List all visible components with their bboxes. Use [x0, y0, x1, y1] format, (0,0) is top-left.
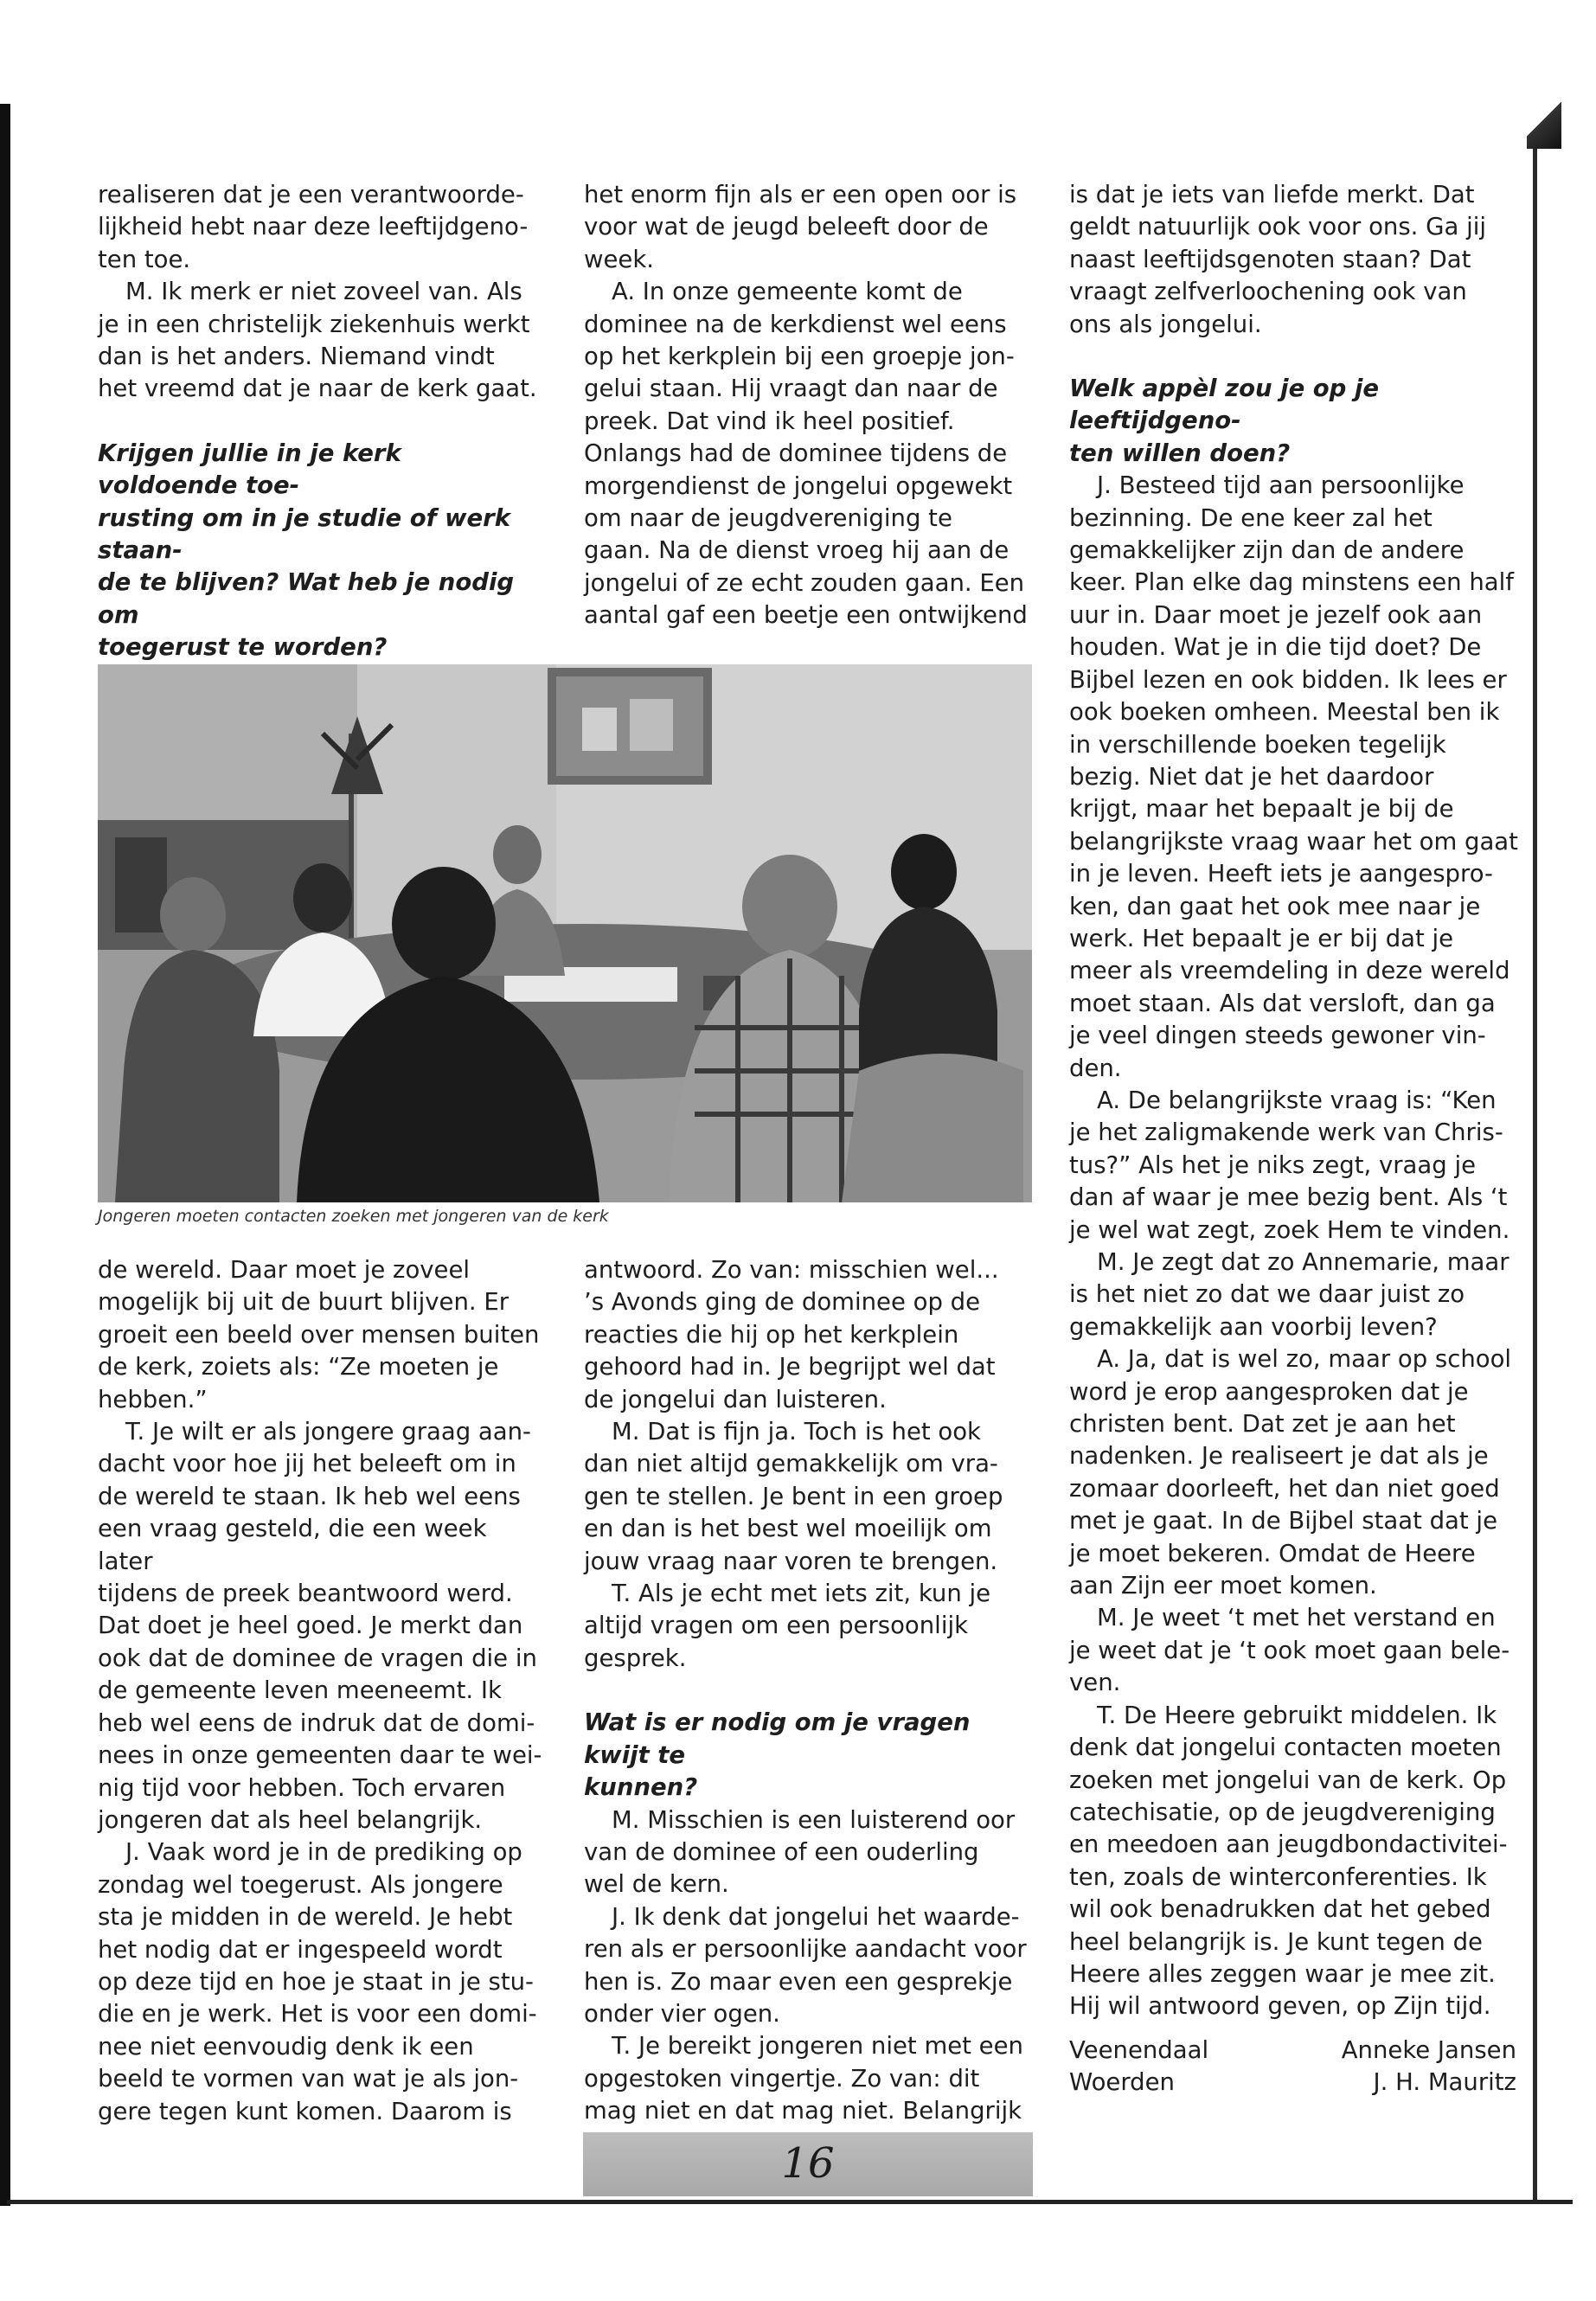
text-line: dan niet altijd gemakkelijk om vra-	[584, 1450, 998, 1478]
text-line: mag niet en dat mag niet. Belangrijk	[584, 2097, 1022, 2125]
text-line: M. Ik merk er niet zoveel van. Als	[125, 278, 522, 306]
text-line: christen bent. Dat zet je aan het	[1069, 1410, 1456, 1439]
text-line: aan Zijn eer moet komen.	[1069, 1572, 1377, 1600]
column-1-bottom	[98, 1254, 548, 2128]
question-line: de te blijven? Wat heb je nodig om	[98, 568, 515, 629]
text-line: J. Vaak word je in de prediking op	[125, 1838, 522, 1867]
column-2-top	[584, 179, 1034, 632]
text-line: je weet dat je ‘t ook moet gaan bele-	[1069, 1636, 1510, 1664]
location-veenendaal: Veenendaal	[1069, 2036, 1209, 2064]
text-line: gelui staan. Hij vraagt dan naar de	[584, 375, 998, 403]
group-photo	[98, 664, 1032, 1202]
text-line: houden. Wat je in die tijd doet? De	[1069, 633, 1482, 662]
text-line: belangrijkste vraag waar het om gaat	[1069, 827, 1518, 856]
text-line: word je erop aangesproken dat je	[1069, 1377, 1469, 1406]
text-line: de kerk, zoiets als: “Ze moeten je	[98, 1353, 499, 1381]
paragraph-gap	[1069, 341, 1528, 373]
text-line: naast leeftijdsgenoten staan? Dat	[1069, 245, 1471, 273]
question-line: toegerust te worden?	[98, 633, 388, 662]
column-1-top	[98, 179, 548, 729]
question-line: Wat is er nodig om je vragen kwijt te	[584, 1708, 971, 1769]
text-line: met je gaat. In de Bijbel staat dat je	[1069, 1507, 1497, 1535]
text-line: T. Als je echt met iets zit, kun je	[612, 1580, 991, 1608]
text-line: denk dat jongelui contacten moeten	[1069, 1734, 1502, 1762]
text-line: catechisatie, op de jeugdvereniging	[1069, 1798, 1496, 1826]
text-line: uur in. Daar moet je jezelf ook aan	[1069, 600, 1483, 629]
text-line: reacties die hij op het kerkplein	[584, 1320, 959, 1349]
text-line: voor wat de jeugd beleeft door de	[584, 213, 989, 241]
text-line: moet staan. Als dat versloft, dan ga	[1069, 989, 1496, 1017]
author-names	[1298, 2035, 1516, 2099]
text-line: en dan is het best wel moeilijk om	[584, 1515, 992, 1543]
text-line: zoeken met jongelui van de kerk. Op	[1069, 1766, 1507, 1794]
text-line: Hij wil antwoord geven, op Zijn tijd.	[1069, 1992, 1491, 2021]
text-line: is het niet zo dat we daar juist zo	[1069, 1280, 1465, 1309]
text-line: hebben.”	[98, 1385, 208, 1413]
folded-corner	[1527, 97, 1561, 149]
text-line: die en je werk. Het is voor een domi-	[98, 2000, 537, 2029]
author-mauritz: J. H. Mauritz	[1373, 2068, 1516, 2097]
location-woerden: Woerden	[1069, 2068, 1175, 2097]
text-line: bezig. Niet dat je het daardoor	[1069, 762, 1434, 791]
text-line: van de dominee of een ouderling	[584, 1837, 979, 1866]
text-line: in je leven. Heeft iets je aangespro-	[1069, 860, 1493, 888]
text-line: zomaar doorleeft, het dan niet goed	[1069, 1474, 1500, 1503]
text-line: je wel wat zegt, zoek Hem te vinden.	[1069, 1215, 1510, 1244]
text-line: altijd vragen om een persoonlijk	[584, 1612, 969, 1640]
scan-edge-bottom	[7, 2200, 1573, 2204]
text-line: hen is. Zo maar even een gesprekje	[584, 1967, 1013, 1996]
text-line: onder vier ogen.	[584, 1999, 780, 2028]
text-line: opgestoken vingertje. Zo van: dit	[584, 2064, 980, 2093]
text-line: jouw vraag naar voren te brengen.	[584, 1547, 998, 1575]
text-line: een vraag gesteld, die een week later	[98, 1515, 487, 1575]
question-line: rusting om in je studie of werk staan-	[98, 503, 511, 565]
text-line: groeit een beeld over mensen buiten	[98, 1320, 540, 1349]
text-line: Bijbel lezen en ook bidden. Ik lees er	[1069, 665, 1507, 694]
text-line: ren als er persoonlijke aandacht voor	[584, 1935, 1027, 1964]
text-line: A. In onze gemeente komt de	[612, 278, 963, 306]
page-number: 16	[781, 2139, 835, 2188]
text-line: A. Ja, dat is wel zo, maar op school	[1097, 1345, 1512, 1374]
text-line: jongeren dat als heel belangrijk.	[98, 1805, 483, 1834]
text-line: de wereld. Daar moet je zoveel	[98, 1256, 471, 1284]
text-line: vraagt zelfverloochening ook van	[1069, 278, 1467, 306]
column-2-bottom	[584, 1254, 1034, 2128]
text-line: nees in onze gemeenten daar te wei-	[98, 1741, 542, 1770]
text-line: Heere alles zeggen waar je mee zit.	[1069, 1959, 1496, 1988]
text-line: A. De belangrijkste vraag is: “Ken	[1097, 1086, 1497, 1114]
text-line: op deze tijd en hoe je staat in je stu-	[98, 1967, 534, 1996]
text-line: in verschillende boeken tegelijk	[1069, 730, 1446, 759]
text-line: op het kerkplein bij een groepje jon-	[584, 343, 1015, 371]
author-locations	[1069, 2035, 1208, 2099]
text-line: week.	[584, 245, 654, 273]
text-line: Dat doet je heel goed. Je merkt dan	[98, 1612, 523, 1640]
text-line: gesprek.	[584, 1644, 687, 1672]
text-line: heel belangrijk is. Je kunt tegen de	[1069, 1927, 1483, 1956]
text-line: geldt natuurlijk ook voor ons. Ga jij	[1069, 213, 1486, 241]
text-line: realiseren dat je een verantwoorde-	[98, 181, 524, 208]
text-line: morgendienst de jongelui opgewekt	[584, 471, 1013, 500]
text-line: krijgt, maar het bepaalt je bij de	[1069, 795, 1454, 824]
text-line: ten, zoals de winterconferenties. Ik	[1069, 1862, 1487, 1891]
text-line: gemakkelijker zijn dan de andere	[1069, 536, 1465, 565]
text-line: T. Je bereikt jongeren niet met een	[612, 2032, 1023, 2061]
text-line: aantal gaf een beetje een ontwijkend	[584, 601, 1028, 630]
question-line: Welk appèl zou je op je leeftijdgeno-	[1069, 375, 1380, 435]
column-3	[1069, 179, 1528, 2023]
page-number-bar	[583, 2132, 1033, 2196]
text-line: om naar de jeugdvereniging te	[584, 504, 952, 533]
text-line: nadenken. Je realiseert je dat als je	[1069, 1442, 1489, 1471]
photo-illustration	[98, 664, 1032, 1202]
text-line: dan is het anders. Niemand vindt	[98, 343, 495, 371]
text-line: het nodig dat er ingespeeld wordt	[98, 1935, 503, 1964]
text-line: ook boeken omheen. Meestal ben ik	[1069, 698, 1500, 727]
text-line: nee niet eenvoudig denk ik een	[98, 2032, 474, 2061]
text-line: M. Misschien is een luisterend oor	[612, 1805, 1016, 1834]
text-line: je veel dingen steeds gewoner vin-	[1069, 1022, 1486, 1050]
text-line: M. Je zegt dat zo Annemarie, maar	[1097, 1248, 1509, 1276]
paragraph-gap	[584, 1675, 1034, 1707]
text-line: meer als vreemdeling in deze wereld	[1069, 957, 1510, 985]
text-line: de wereld te staan. Ik heb wel eens	[98, 1482, 521, 1510]
text-line: tus?” Als het je niks zegt, vraag je	[1069, 1150, 1476, 1179]
author-anneke-jansen: Anneke Jansen	[1341, 2036, 1516, 2064]
text-line: ven.	[1069, 1669, 1121, 1697]
text-line: jongelui of ze echt zouden gaan. Een	[584, 568, 1025, 597]
photo-caption: Jongeren moeten contacten zoeken met jongeren van de kerk	[98, 1207, 609, 1226]
text-line: sta je midden in de wereld. Je hebt	[98, 1903, 513, 1932]
text-line: tijdens de preek beantwoord werd.	[98, 1580, 513, 1608]
text-line: lijkheid hebt naar deze leeftijdgeno-	[98, 213, 529, 241]
text-line: dacht voor hoe jij het beleeft om in	[98, 1450, 516, 1478]
text-line: wil ook benadrukken dat het gebed	[1069, 1895, 1491, 1924]
text-line: Onlangs had de dominee tijdens de	[584, 439, 1008, 468]
text-line: werk. Het bepaalt je er bij dat je	[1069, 924, 1454, 952]
paragraph-gap	[98, 406, 548, 438]
text-line: antwoord. Zo van: misschien wel...	[584, 1256, 999, 1284]
text-line: dominee na de kerkdienst wel eens	[584, 310, 1007, 338]
text-line: ’s Avonds ging de dominee op de	[584, 1288, 981, 1317]
text-line: heb wel eens de indruk dat de domi-	[98, 1708, 535, 1737]
text-line: is dat je iets van liefde merkt. Dat	[1069, 181, 1475, 208]
scan-edge-right	[1533, 99, 1537, 2202]
question-line: ten willen doen?	[1069, 439, 1291, 467]
text-line: wel de kern.	[584, 1870, 729, 1899]
text-line: het enorm fijn als er een open oor is	[584, 181, 1017, 208]
text-line: M. Je weet ‘t met het verstand en	[1097, 1604, 1496, 1632]
text-line: het vreemd dat je naar de kerk gaat.	[98, 375, 537, 403]
question-line: Krijgen jullie in je kerk voldoende toe-	[98, 439, 401, 500]
text-line: keer. Plan elke dag minstens een half	[1069, 568, 1514, 597]
text-line: T. De Heere gebruikt middelen. Ik	[1097, 1701, 1497, 1729]
text-line: J. Besteed tijd aan persoonlijke	[1097, 471, 1465, 500]
text-line: de jongelui dan luisteren.	[584, 1385, 887, 1413]
text-line: J. Ik denk dat jongelui het waarde-	[612, 1902, 1020, 1931]
text-line: den.	[1069, 1054, 1122, 1082]
text-line: beeld te vormen van wat je als jon-	[98, 2065, 519, 2093]
text-line: ten toe.	[98, 245, 191, 273]
text-line: en meedoen aan jeugdbondactivitei-	[1069, 1830, 1508, 1859]
text-line: gemakkelijk aan voorbij leven?	[1069, 1312, 1438, 1341]
text-line: M. Dat is fijn ja. Toch is het ook	[612, 1418, 981, 1446]
text-line: ken, dan gaat het ook mee naar je	[1069, 892, 1481, 920]
text-line: gaan. Na de dienst vroeg hij aan de	[584, 536, 1010, 565]
text-line: gehoord had in. Je begrijpt wel dat	[584, 1353, 996, 1381]
text-line: de gemeente leven meeneemt. Ik	[98, 1676, 502, 1705]
text-line: bezinning. De ene keer zal het	[1069, 503, 1433, 532]
text-line: preek. Dat vind ik heel positief.	[584, 407, 955, 435]
text-line: je het zaligmakende werk van Chris-	[1069, 1118, 1503, 1147]
text-line: T. Je wilt er als jongere graag aan-	[125, 1418, 531, 1446]
question-line: kunnen?	[584, 1773, 698, 1802]
text-line: je in een christelijk ziekenhuis werkt	[98, 310, 530, 338]
text-line: gere tegen kunt komen. Daarom is	[98, 2097, 512, 2125]
text-line: gen te stellen. Je bent in een groep	[584, 1482, 1003, 1510]
text-line: mogelijk bij uit de buurt blijven. Er	[98, 1288, 510, 1317]
text-line: dan af waar je mee bezig bent. Als ‘t	[1069, 1183, 1508, 1212]
scan-edge-left	[0, 104, 10, 2206]
text-line: zondag wel toegerust. Als jongere	[98, 1870, 503, 1899]
text-line: ook dat de dominee de vragen die in	[98, 1644, 537, 1672]
text-line: je moet bekeren. Omdat de Heere	[1069, 1539, 1476, 1567]
text-line: ons als jongelui.	[1069, 310, 1262, 338]
text-line: nig tijd voor hebben. Toch ervaren	[98, 1773, 506, 1802]
